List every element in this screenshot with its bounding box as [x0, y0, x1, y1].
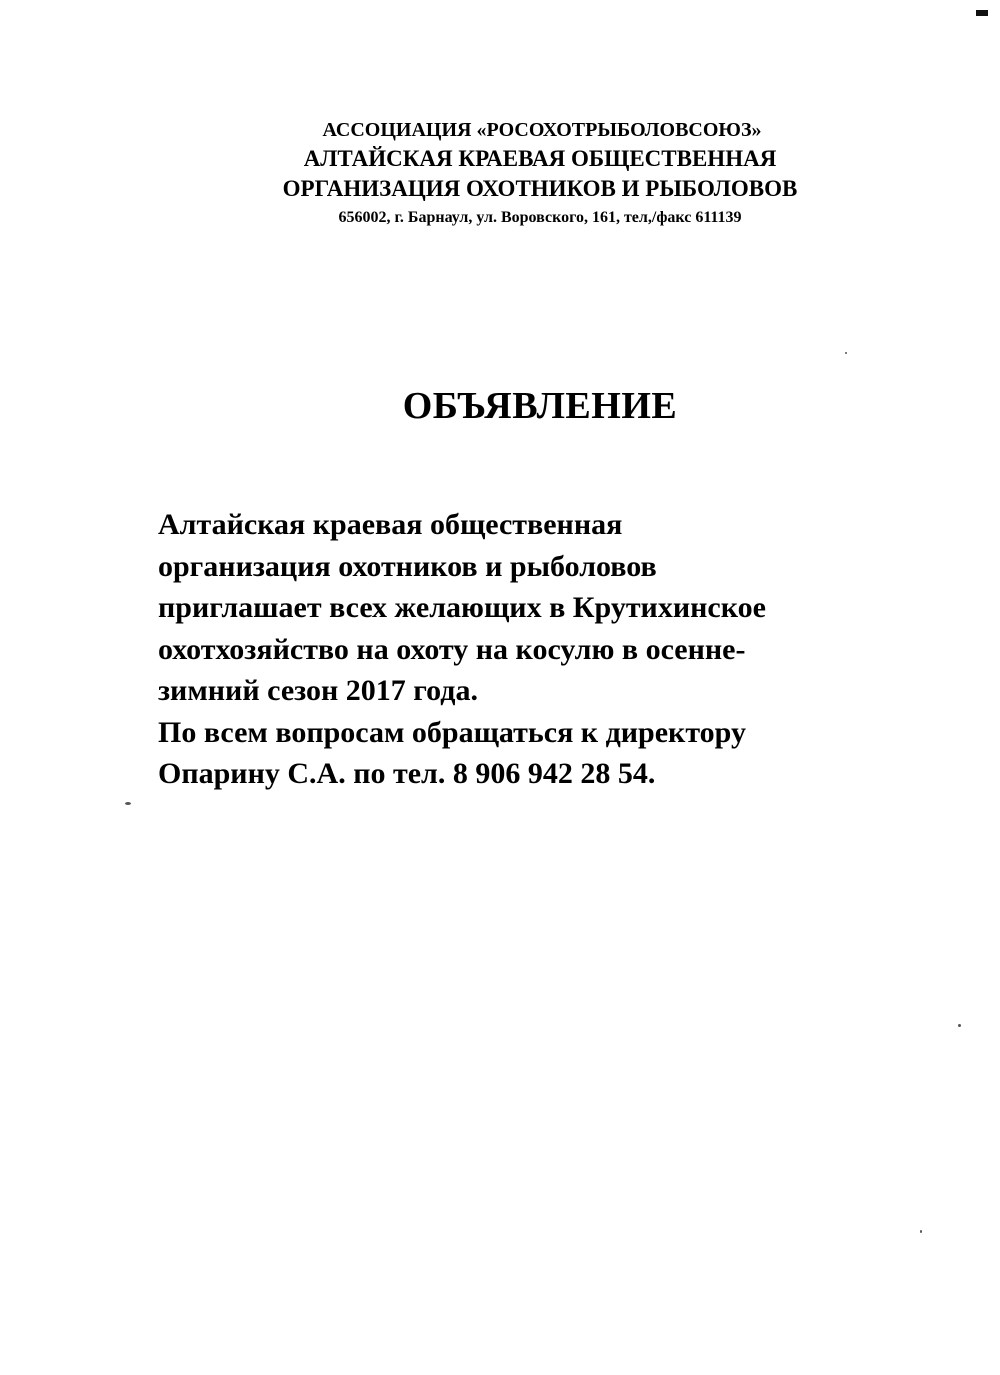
announcement-line: зимний сезон 2017 года.: [158, 674, 478, 707]
announcement-line: приглашает всех желающих в Крутихинское: [158, 591, 766, 624]
scan-mark: [976, 10, 988, 16]
organization-name-line-1: АЛТАЙСКАЯ КРАЕВАЯ ОБЩЕСТВЕННАЯ: [303, 146, 777, 171]
scan-speck: [125, 802, 131, 805]
announcement-text: [158, 504, 978, 795]
announcement-line: охотхозяйство на охоту на косулю в осенне-: [158, 632, 746, 666]
scan-speck: [920, 1230, 922, 1233]
announcement-line: организация охотников и рыболовов: [158, 549, 657, 583]
scan-speck: [845, 352, 847, 354]
announcement-line: Опарину С.А. по тел. 8 906 942 28 54.: [158, 757, 656, 790]
scan-speck: [958, 1024, 961, 1027]
letterhead: [200, 116, 880, 230]
organization-address: 656002, г. Барнаул, ул. Воровского, 161, тел,/факс 611139: [338, 209, 742, 226]
announcement-line: По всем вопросам обращаться к директору: [158, 715, 746, 749]
association-name: АССОЦИАЦИЯ «РОСОХОТРЫБОЛОВСОЮЗ»: [322, 119, 762, 141]
organization-name-line-2: ОРГАНИЗАЦИЯ ОХОТНИКОВ И РЫБОЛОВОВ: [282, 176, 798, 201]
announcement-line: Алтайская краевая общественная: [158, 508, 623, 541]
document-title: ОБЪЯВЛЕНИЕ: [402, 385, 678, 427]
